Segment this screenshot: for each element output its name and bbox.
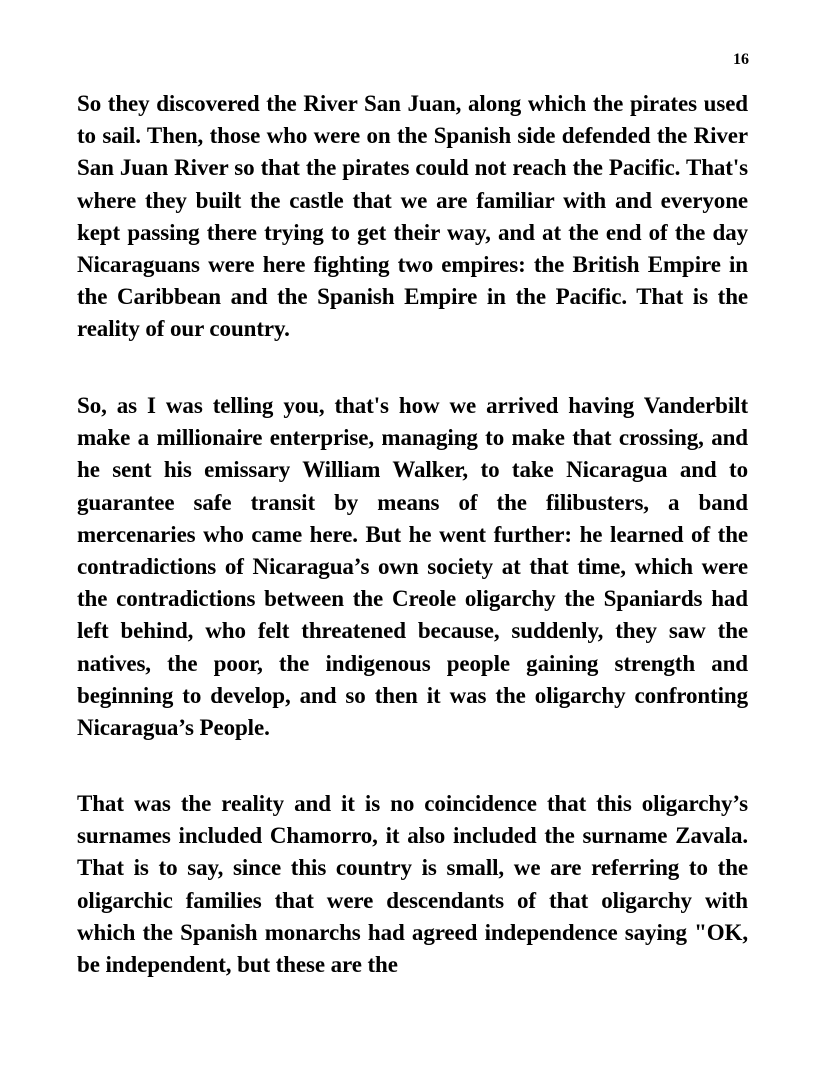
paragraph-river-san-juan bbox=[77, 88, 748, 346]
paragraph-text: So they discovered the River San Juan, along which the pirates used to sail. Then, those who were on the Spanish side defended the River San Juan River so that the pirates could not reach the Pacific. That's where they built the castle that we are familiar with and everyone kept passing there trying to get their way, and at the end of the day Nicaraguans were here fighting two empires: the British Empire in the Caribbean and the Spanish Empire in the Pacific. That is the reality of our country. bbox=[77, 91, 748, 342]
page-number: 16 bbox=[733, 51, 749, 68]
paragraph-text: So, as I was telling you, that's how we arrived having Vanderbilt make a millionaire enterprise, managing to make that crossing, and he sent his emissary William Walker, to take Nicaragua and to guarantee safe transit by means of the filibusters, a band mercenaries who came here. But he went further: he learned of the contradictions of Nicaragua’s own society at that time, which were the contradictions between the Creole oligarchy the Spaniards had left behind, who felt threatened because, suddenly, they saw the natives, the poor, the indigenous people gaining strength and beginning to develop, and so then it was the oligarchy confronting Nicaragua’s People. bbox=[77, 393, 748, 741]
paragraph-text: That was the reality and it is no coincidence that this oligarchy’s surnames included Chamorro, it also included the surname Zavala. That is to say, since this country is small, we are referring to the oligarchic families that were descendants of that oligarchy with which the Spanish monarchs had agreed independence saying "OK, be independent, but these are the bbox=[77, 791, 748, 978]
paragraph-vanderbilt-walker bbox=[77, 390, 748, 744]
paragraph-oligarchy-surnames bbox=[77, 788, 748, 981]
